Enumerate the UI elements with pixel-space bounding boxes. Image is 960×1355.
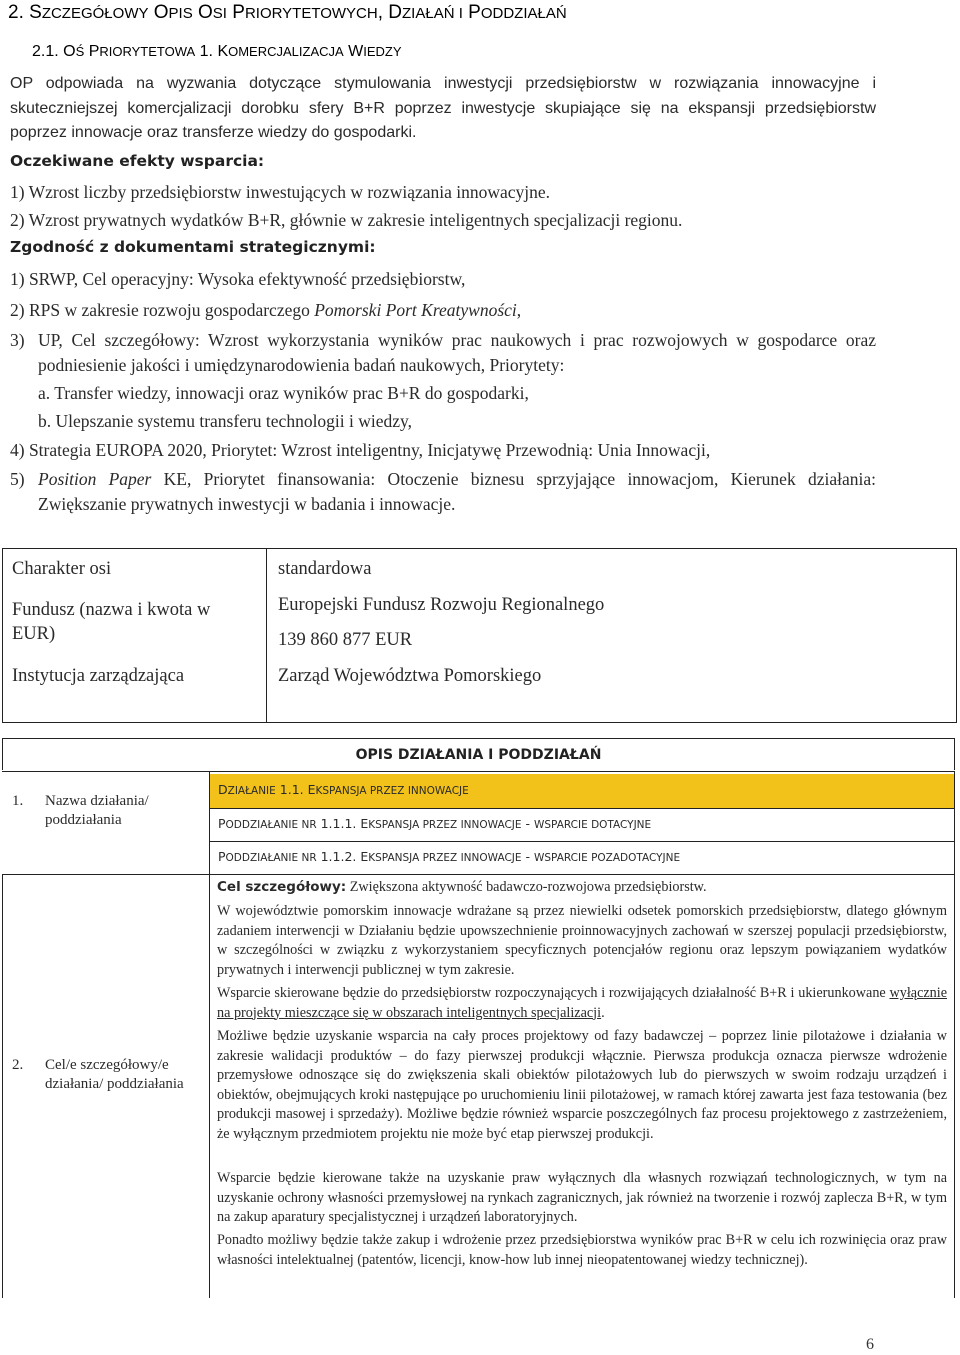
compliance-item-4 xyxy=(10,438,710,462)
effect-item-2-num: 2) xyxy=(10,210,25,230)
compliance-item-1 xyxy=(10,267,465,291)
axis-heading: 2.1. OŚ PRIORYTETOWA 1. KOMERCJALIZACJA WIEDZY xyxy=(32,43,402,60)
institution-value: Zarząd Województwa Pomorskiego xyxy=(278,666,542,686)
action-name: DZIAŁANIE 1.1. EKSPANSJA PRZEZ INNOWACJE xyxy=(218,782,469,797)
compliance-item-2-num: 2) xyxy=(10,300,25,320)
effect-item-1 xyxy=(10,180,550,204)
description-paragraph-1: W województwie pomorskim innowacje wdrażane są przez niewielki odsetek pomorskich przedsiębiorstw, dlatego głównym zadaniem interwencji w Działaniu będzie upowszechnienie proinnowacyjnych zachowań w szerszej populacji przedsiębiorstw, w szczególności w związku z wykorzystaniem specyficznych potencjałów regionu oraz lepszym powiązaniem wydatków prywatnych i interwencji publicznej w tym zakresie. xyxy=(217,903,947,978)
section-heading: 2. SZCZEGÓŁOWY OPIS OSI PRIORYTETOWYCH, DZIAŁAŃ I PODDZIAŁAŃ xyxy=(8,2,567,23)
compliance-subitem-a xyxy=(38,381,529,405)
table-rule xyxy=(2,771,955,772)
action-description-table xyxy=(2,738,955,1298)
subitem-b-text: Ulepszanie systemu transferu technologii i wiedzy, xyxy=(55,411,413,431)
intro-paragraph: OP odpowiada na wyzwania dotyczące stymulowania inwestycji przedsiębiorstw w rozwiązania innowacyjne i skuteczniejszej komercjalizacji dorobku sfery B+R poprzez inwestycje skupiające się na ekspansji przedsiębiorstw poprzez innowacje oraz transferze wiedzy do gospodarki. xyxy=(10,75,876,141)
p2-underlined: wyłącznie na projekty mieszczące się w obszarach inteligentnych specjalizacji xyxy=(217,985,947,1021)
character-label: Charakter osi xyxy=(12,559,112,579)
row2-number: 2. xyxy=(12,1057,24,1073)
page-number: 6 xyxy=(866,1336,874,1353)
fund-name: Europejski Fundusz Rozwoju Regionalnego xyxy=(278,595,605,615)
description-paragraph-3: Możliwe będzie uzyskanie wsparcia na cały proces projektowy od fazy badawczej – poprzez linie pilotażowe i działania w zakresie walidacji produktów – do fazy pierwszej produkcji włącznie. Pierwsza produkcja oznacza pierwsze wdrożenie przemysłowe odnoszące się do zwiększenia skali obiektów pilotażowych lub do pierwszych w swoim rodzaju urządzeń i obiektów, obejmujących kroki następujące po uruchomieniu linii pilotażowej, w ramach której zawarta jest faza testowania (bez produkcji masowej i sprzedaży). Możliwe będzie również wsparcie poszczególnych faz procesu projektowego z zastrzeżeniem, że wyłącznym przedmiotem projektu nie może być etap pierwszej produkcji. xyxy=(217,1028,947,1142)
compliance-item-5-after: KE, Priorytet finansowania: Otoczenie biznesu sprzyjające innowacjom, Kierunek działania: Zwiększanie prywatnych inwestycji w badania i innowacje. xyxy=(38,469,876,514)
compliance-item-2-after: , xyxy=(516,300,522,320)
compliance-item-2-text: RPS w zakresie rozwoju gospodarczego xyxy=(28,300,315,320)
action-table-header: OPIS DZIAŁANIA I PODDZIAŁAŃ xyxy=(355,747,602,763)
fund-label: Fundusz (nazwa i kwota w EUR) xyxy=(12,600,211,644)
subaction-2: PODDZIAŁANIE NR 1.1.2. EKSPANSJA PRZEZ INNOWACJE - WSPARCIE POZADOTACYJNE xyxy=(218,849,681,864)
row1-number: 1. xyxy=(12,793,24,809)
compliance-item-5-italic: Position Paper xyxy=(38,469,152,489)
table-rule xyxy=(954,771,955,875)
table-rule xyxy=(210,841,955,842)
compliance-item-5-num: 5) xyxy=(10,469,25,489)
compliance-item-1-num: 1) xyxy=(10,269,25,289)
effect-item-2 xyxy=(10,208,682,232)
compliance-item-4-text: Strategia EUROPA 2020, Priorytet: Wzrost inteligentny, Inicjatywę Przewodnią: Unia Innowacji, xyxy=(28,440,711,460)
table-rule xyxy=(210,808,955,809)
effect-item-1-num: 1) xyxy=(10,182,25,202)
subitem-a-text: Transfer wiedzy, innowacji oraz wyników prac B+R do gospodarki, xyxy=(54,383,529,403)
table-rule xyxy=(209,771,210,1298)
subitem-b-num: b. xyxy=(38,411,52,431)
p2-after: . xyxy=(601,1004,605,1021)
compliance-item-3-text: UP, Cel szczegółowy: Wzrost wykorzystania wyników prac naukowych i prac rozwojowych w gospodarce oraz podniesienie jakości i umiędzynarodowienia badań naukowych, Priorytety: xyxy=(38,330,876,375)
expected-effects-heading: Oczekiwane efekty wsparcia: xyxy=(10,152,265,170)
compliance-item-1-text: SRWP, Cel operacyjny: Wysoka efektywność przedsiębiorstw, xyxy=(28,269,466,289)
table-rule xyxy=(2,875,3,1298)
institution-label: Instytucja zarządzająca xyxy=(12,666,185,686)
compliance-item-5-text xyxy=(38,467,876,517)
effect-item-2-text: Wzrost prywatnych wydatków B+R, głównie w zakresie inteligentnych specjalizacji regionu. xyxy=(28,210,683,230)
description-paragraph-5: Ponadto możliwy będzie także zakup i wdrożenie przez przedsiębiorstwa wyników prac B+R w celu ich rozwinięcia oraz praw własności intelektualnej (patentów, licencji, know-how lub innej nieopatentowanej wiedzy technicznej). xyxy=(217,1232,947,1268)
compliance-subitem-b xyxy=(38,409,412,433)
goal-text: Zwiększona aktywność badawczo-rozwojowa przedsiębiorstw. xyxy=(346,879,707,895)
compliance-item-2 xyxy=(10,298,521,322)
subitem-a-num: a. xyxy=(38,383,51,403)
goal-statement xyxy=(217,878,947,898)
row1-label: Nazwa działania/ poddziałania xyxy=(45,793,149,828)
p2-text: Wsparcie skierowane będzie do przedsiębiorstw rozpoczynających i rozwijających działalność B+R i ukierunkowane xyxy=(217,985,890,1001)
axis-summary-table xyxy=(2,548,957,723)
table-rule xyxy=(2,738,955,739)
description-paragraph-4: Wsparcie będzie kierowane także na uzyskanie praw wyłącznych dla własnych rozwiązań technologicznych, w tym na uzyskanie ochrony własności przemysłowej na rynkach zagranicznych, jak również na tworzenie i rozwój zaplecza B+R, w tym na zakup aparatury specjalistycznej i urządzeń laboratoryjnych. xyxy=(217,1170,947,1225)
compliance-heading: Zgodność z dokumentami strategicznymi: xyxy=(10,238,376,256)
goal-label: Cel szczegółowy: xyxy=(217,879,347,895)
compliance-item-3-num: 3) xyxy=(10,330,25,350)
fund-amount: 139 860 877 EUR xyxy=(278,630,413,650)
compliance-item-4-num: 4) xyxy=(10,440,25,460)
row2-label: Cel/e szczegółowy/e działania/ poddziałania xyxy=(45,1057,184,1092)
summary-table-divider xyxy=(266,549,267,722)
compliance-item-2-italic: Pomorski Port Kreatywności xyxy=(314,300,517,320)
description-paragraph-2 xyxy=(217,984,947,1023)
subaction-1: PODDZIAŁANIE NR 1.1.1. EKSPANSJA PRZEZ INNOWACJE - WSPARCIE DOTACYJNE xyxy=(218,816,652,831)
table-rule xyxy=(2,874,955,875)
character-value: standardowa xyxy=(278,559,372,579)
table-rule xyxy=(954,875,955,1298)
effect-item-1-text: Wzrost liczby przedsiębiorstw inwestujących w rozwiązania innowacyjne. xyxy=(28,182,551,202)
